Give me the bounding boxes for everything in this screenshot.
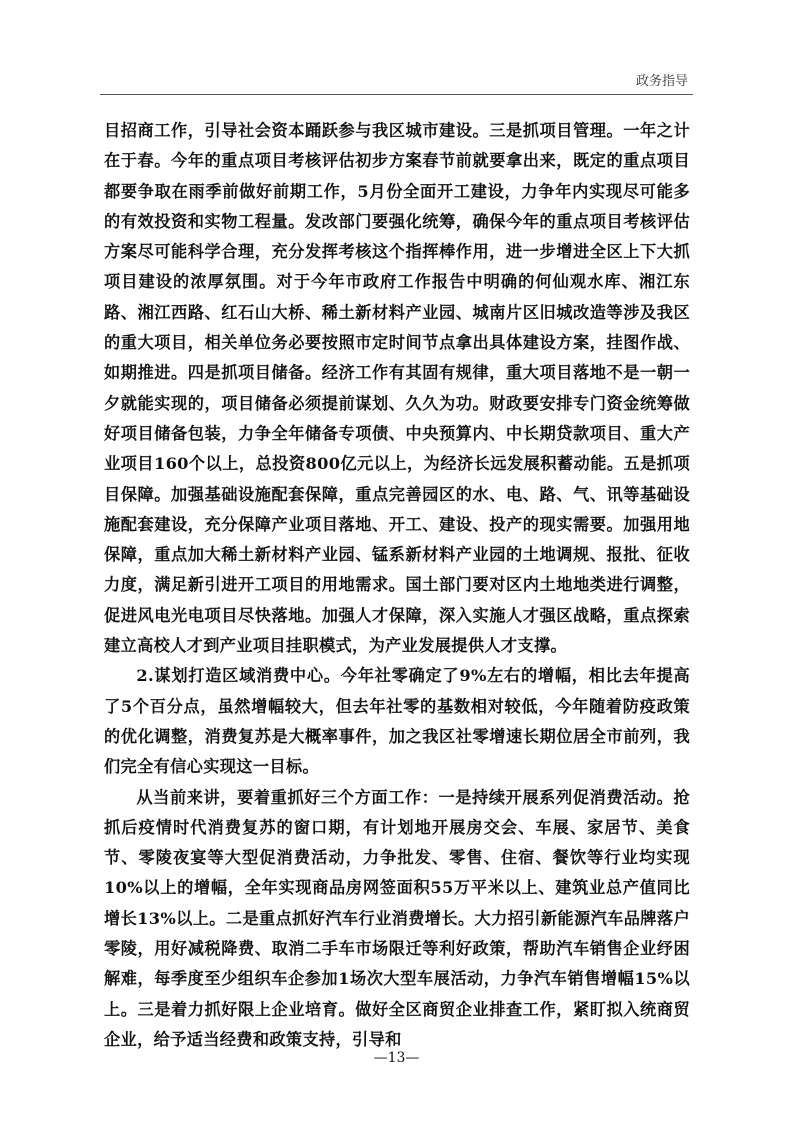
paragraph-consumption-center: 2.谋划打造区域消费中心。今年社零确定了9%左右的增幅，相比去年提高了5个百分点，虽然增幅较大，但去年社零的基数相对较低，今年随着防疫政策的优化调整，消费复苏是大概率事件，加之我区社零增速长期位居全市前列，我们完全有信心实现这一目标。 bbox=[104, 666, 690, 777]
document-body bbox=[104, 116, 690, 1055]
paragraph-continued: 目招商工作，引导社会资本踊跃参与我区城市建设。三是抓项目管理。一年之计在于春。今年的重点项目考核评估初步方案春节前就要拿出来，既定的重点项目都要争取在雨季前做好前期工作，5月份全面开工建设，力争年内实现尽可能多的有效投资和实物工程量。发改部门要强化统筹，确保今年的重点项目考核评估方案尽可能科学合理，充分发挥考核这个指挥棒作用，进一步增进全区上下大抓项目建设的浓厚氛围。对于今年市政府工作报告中明确的何仙观水库、湘江东路、湘江西路、红石山大桥、稀土新材料产业园、城南片区旧城改造等涉及我区的重大项目，相关单位务必要按照市定时间节点拿出具体建设方案，挂图作战、如期推进。四是抓项目储备。经济工作有其固有规律，重大项目落地不是一朝一夕就能实现的，项目储备必须提前谋划、久久为功。财政要安排专门资金统筹做好项目储备包装，力争全年储备专项债、中央预算内、中长期贷款项目、重大产业项目160个以上，总投资800亿元以上，为经济长远发展积蓄动能。五是抓项目保障。加强基础设施配套保障，重点完善园区的水、电、路、气、讯等基础设施配套建设，充分保障产业项目落地、开工、建设、投产的现实需要。加强用地保障，重点加大稀土新材料产业园、锰系新材料产业园的土地调规、报批、征收力度，满足新引进开工项目的用地需求。国土部门要对区内土地地类进行调整，促进风电光电项目尽快落地。加强人才保障，深入实施人才强区战略，重点探索建立高校人才到产业项目挂职模式，为产业发展提供人才支撑。 bbox=[104, 121, 690, 656]
paragraph-three-tasks: 从当前来讲，要着重抓好三个方面工作：一是持续开展系列促消费活动。抢抓后疫情时代消费复苏的窗口期，有计划地开展房交会、车展、家居节、美食节、零陵夜宴等大型促消费活动，力争批发、零售、住宿、餐饮等行业均实现10%以上的增幅，全年实现商品房网签面积55万平米以上、建筑业总产值同比增长13%以上。二是重点抓好汽车行业消费增长。大力招引新能源汽车品牌落户零陵，用好减税降费、取消二手车市场限迁等利好政策，帮助汽车销售企业纾困解难，每季度至少组织车企参加1场次大型车展活动，力争汽车销售增幅15%以上。三是着力抓好限上企业培育。做好全区商贸企业排查工作，紧盯拟入统商贸企业，给予适当经费和政策支持，引导和 bbox=[104, 787, 690, 1049]
running-header: 政务指导 bbox=[635, 74, 688, 89]
header-rule bbox=[100, 94, 693, 95]
page-number: —13— bbox=[373, 1050, 420, 1066]
